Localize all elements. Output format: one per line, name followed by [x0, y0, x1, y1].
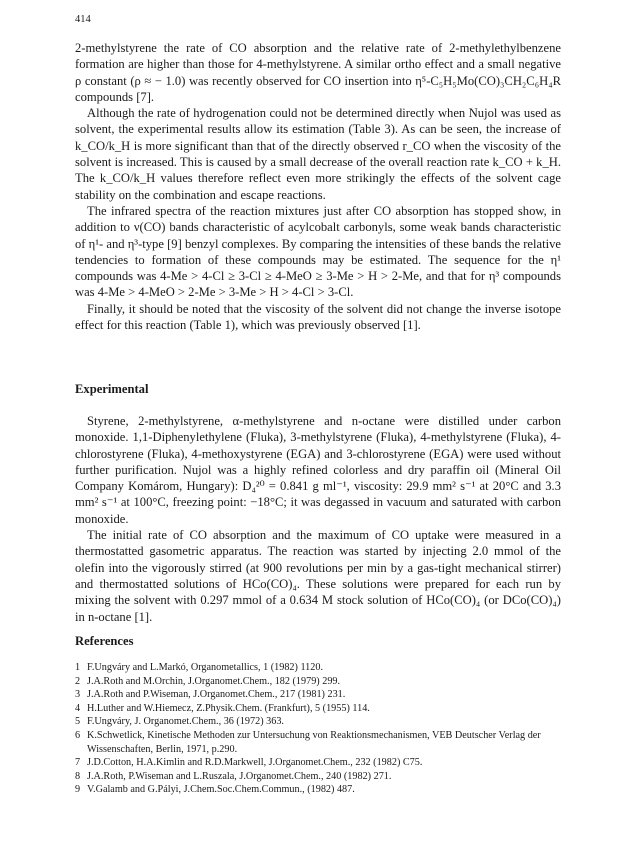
- experimental-heading: Experimental: [75, 382, 149, 396]
- reference-item: 7 J.D.Cotton, H.A.Kimlin and R.D.Markwell, J.Organomet.Chem., 232 (1982) C75.: [75, 757, 423, 769]
- reference-item: 2 J.A.Roth and M.Orchin, J.Organomet.Chem., 182 (1979) 299.: [75, 675, 341, 687]
- references-list: [75, 661, 561, 797]
- paragraph: The infrared spectra of the reaction mixtures just after CO absorption has stopped show, in addition to ν(CO) bands characteristic of acylcobalt carbonyls, some weak bands characteristic of η¹- and η³-type [9] benzyl complexes. By comparing the intensities of these bands the relative tendencies to formation of these compounds may be estimated. The sequence for the η¹ compounds was 4-Me > 4-Cl ≥ 3-Cl ≥ 4-MeO ≥ 3-Me > H > 2-Me, and that for η³ compounds was 4-Me > 4-MeO > 2-Me > 3-Me > H > 4-Cl > 3-Cl.: [75, 203, 561, 300]
- reference-item: 6 K.Schwetlick, Kinetische Methoden zur Untersuchung von Reaktionsmechanismen, VEB Deutscher Verlag der Wissenschaften, Berlin, 1971, p.290.: [75, 729, 541, 755]
- discussion-section: [75, 40, 561, 333]
- reference-item: 1 F.Ungváry and L.Markó, Organometallics, 1 (1982) 1120.: [75, 662, 323, 673]
- reference-item: 5 F.Ungváry, J. Organomet.Chem., 36 (1972) 363.: [75, 716, 284, 728]
- page-number: 414: [75, 14, 91, 25]
- reference-item: 8 J.A.Roth, P.Wiseman and L.Ruszala, J.Organomet.Chem., 240 (1982) 271.: [75, 770, 392, 782]
- paragraph: Although the rate of hydrogenation could not be determined directly when Nujol was used as solvent, the experimental results allow its estimation (Table 3). As can be seen, the increase of k_CO/k_H is more significant than that of the directly observed r_CO when the viscosity of the solvent is increased. This is caused by a small decrease of the overall reaction rate k_CO + k_H. The k_CO/k_H values therefore reflect even more strikingly the effects of the solvent cage stability on the combination and escape reactions.: [75, 106, 561, 202]
- reference-item: 3 J.A.Roth and P.Wiseman, J.Organomet.Chem., 217 (1981) 231.: [75, 689, 346, 701]
- paragraph: Styrene, 2-methylstyrene, α-methylstyrene and n-octane were distilled under carbon monoxide. 1,1-Diphenylethylene (Fluka), 3-methylstyrene (Fluka), 4-methylstyrene (Fluka), 4-chlorostyrene (Fluka), 4-methoxystyrene (EGA) and 3-chlorostyrene (EGA) were used without further purification. Nujol was a highly refined colorless and dry paraffin oil (Mineral Oil Company Komárom, Hungary): D₄²⁰ = 0.841 g ml⁻¹, viscosity: 29.9 mm² s⁻¹ at 20°C and 3.3 mm² s⁻¹ at 100°C, freezing point: −18°C; it was degassed in vacuum and saturated with carbon monoxide.: [75, 414, 561, 526]
- references-heading: References: [75, 634, 134, 648]
- paragraph: The initial rate of CO absorption and the maximum of CO uptake were measured in a thermostatted gasometric apparatus. The reaction was started by injecting 2.0 mmol of the olefin into the vigorously stirred (at 900 revolutions per min by a gas-tight mechanical stirrer) and thermostatted solutions of HCo(CO)₄. These solutions were prepared for each run by mixing the solvent with 0.297 mmol of a 0.634 M stock solution of HCo(CO)₄ (or DCo(CO)₄) in n-octane [1].: [75, 528, 561, 624]
- experimental-section: [75, 413, 561, 625]
- reference-item: 9 V.Galamb and G.Pályi, J.Chem.Soc.Chem.Commun., (1982) 487.: [75, 784, 355, 796]
- paragraph: Finally, it should be noted that the viscosity of the solvent did not change the inverse isotope effect for this reaction (Table 1), which was previously observed [1].: [75, 301, 561, 333]
- reference-item: 4 H.Luther and W.Hiemecz, Z.Physik.Chem. (Frankfurt), 5 (1955) 114.: [75, 702, 370, 714]
- paragraph: 2-methylstyrene the rate of CO absorption and the relative rate of 2-methylethylbenzene formation are higher than those for 4-methylstyrene. A similar ortho effect and a small negative ρ constant (ρ ≈ − 1.0) was recently observed for CO insertion into η⁵-C₅H₅Mo(CO)₃CH₂C₆H₄R compounds [7].: [75, 41, 561, 104]
